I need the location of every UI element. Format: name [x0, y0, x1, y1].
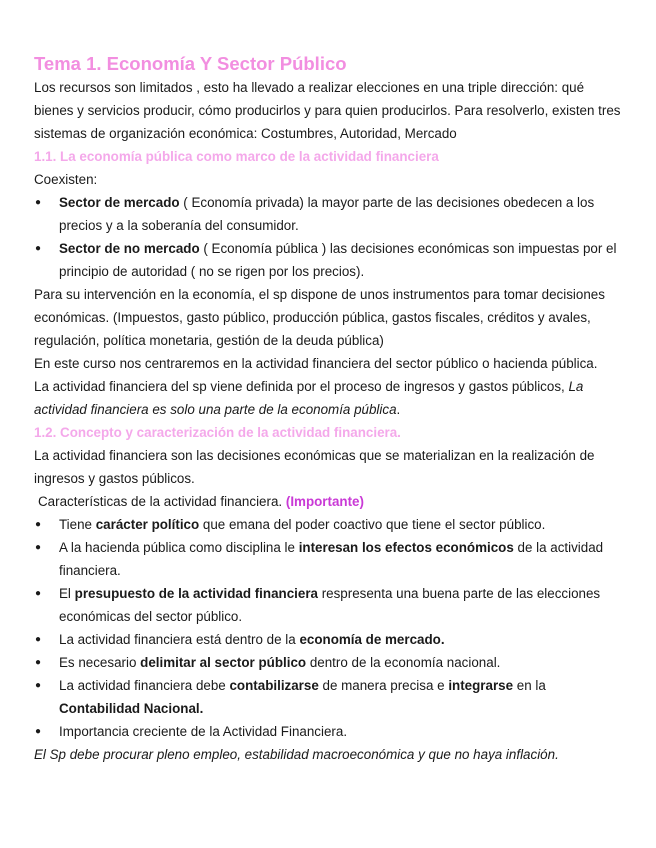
list-item-text: El: [59, 586, 75, 601]
list-item-bold: presupuesto de la actividad financiera: [74, 586, 318, 601]
list-item-bold: Sector de no mercado: [59, 241, 200, 256]
list-item-bold: contabilizarse: [229, 678, 319, 693]
course-focus-paragraph: En este curso nos centraremos en la actividad financiera del sector público o hacienda pública.: [34, 356, 598, 371]
list-item-text: Tiene: [59, 517, 96, 532]
closing-italic: El Sp debe procurar pleno empleo, estabilidad macroeconómica y que no haya inflación.: [34, 747, 559, 762]
list-item-text: de manera precisa e: [318, 678, 449, 693]
list-item: [34, 651, 624, 674]
characteristics-label: [34, 490, 624, 513]
list-item-text: La actividad financiera debe: [59, 678, 230, 693]
list-item-text: Es necesario: [59, 655, 141, 670]
definition-paragraph: La actividad financiera son las decisiones económicas que se materializan en la realización de ingresos y gastos públicos.: [34, 448, 595, 486]
important-tag: (Importante): [285, 494, 364, 509]
section-1-heading: 1.1. La economía pública como marco de la actividad financiera: [34, 149, 439, 164]
document-page: [34, 52, 624, 766]
list-item: [34, 513, 624, 536]
list-item-text: ( Economía pública ) las decisiones económicas son impuestas por el principio de autoridad ( no se rigen por los precios).: [59, 241, 617, 279]
list-item-bold: carácter político: [95, 517, 200, 532]
list-item: [34, 720, 624, 743]
characteristics-text: Características de la actividad financiera.: [38, 494, 286, 509]
instruments-paragraph: Para su intervención en la economía, el sp dispone de unos instrumentos para tomar decisiones económicas. (Impuestos, gasto público, producción pública, gastos fiscales, créditos y avales, regulación, política monetaria, gestión de la deuda pública): [34, 287, 605, 348]
list-item: [34, 674, 624, 720]
closing-statement: [34, 743, 624, 766]
list-item-bold: Sector de mercado: [59, 195, 180, 210]
paragraph-italic: La actividad financiera es solo una parte de la economía pública: [34, 379, 584, 417]
document-title: Tema 1. Economía Y Sector Público: [34, 53, 347, 74]
list-item-bold: delimitar al sector público: [140, 655, 307, 670]
list-item: [34, 582, 624, 628]
characteristics-list: [34, 513, 624, 743]
list-item-text: respresenta una buena parte de las elecciones económicas del sector público.: [59, 586, 601, 624]
list-item-text: que emana del poder coactivo que tiene el sector público.: [199, 517, 546, 532]
list-item: [34, 191, 624, 237]
list-item-bold: integrarse: [448, 678, 514, 693]
financial-activity-paragraph: [34, 375, 624, 421]
list-item: [34, 237, 624, 283]
list-item-text: dentro de la economía nacional.: [306, 655, 501, 670]
list-item-text: La actividad financiera está dentro de la: [59, 632, 300, 647]
section-2-heading: 1.2. Concepto y caracterización de la actividad financiera.: [34, 425, 401, 440]
list-item-text: Importancia creciente de la Actividad Financiera.: [59, 724, 348, 739]
paragraph-text: La actividad financiera del sp viene definida por el proceso de ingresos y gastos públicos,: [34, 379, 569, 394]
list-item-text: ( Economía privada) la mayor parte de las decisiones obedecen a los precios y a la soberanía del consumidor.: [59, 195, 595, 233]
list-item-text: A la hacienda pública como disciplina le: [59, 540, 299, 555]
list-item-bold: Contabilidad Nacional.: [59, 701, 204, 716]
paragraph-end: .: [396, 402, 401, 417]
list-item: [34, 628, 624, 651]
sector-list: [34, 191, 624, 283]
list-item-bold: interesan los efectos económicos: [298, 540, 514, 555]
coexisten-label: Coexisten:: [34, 172, 98, 187]
list-item-text: de la actividad financiera.: [59, 540, 604, 578]
list-item-text: en la: [513, 678, 546, 693]
intro-paragraph: Los recursos son limitados , esto ha llevado a realizar elecciones en una triple dirección: qué bienes y servicios producir, cómo producirlos y para quien producirlos. Para resolverlo, existen tres sistemas de organización económica: Costumbres, Autoridad, Mercado: [34, 80, 621, 141]
list-item-bold: economía de mercado.: [299, 632, 445, 647]
list-item: [34, 536, 624, 582]
